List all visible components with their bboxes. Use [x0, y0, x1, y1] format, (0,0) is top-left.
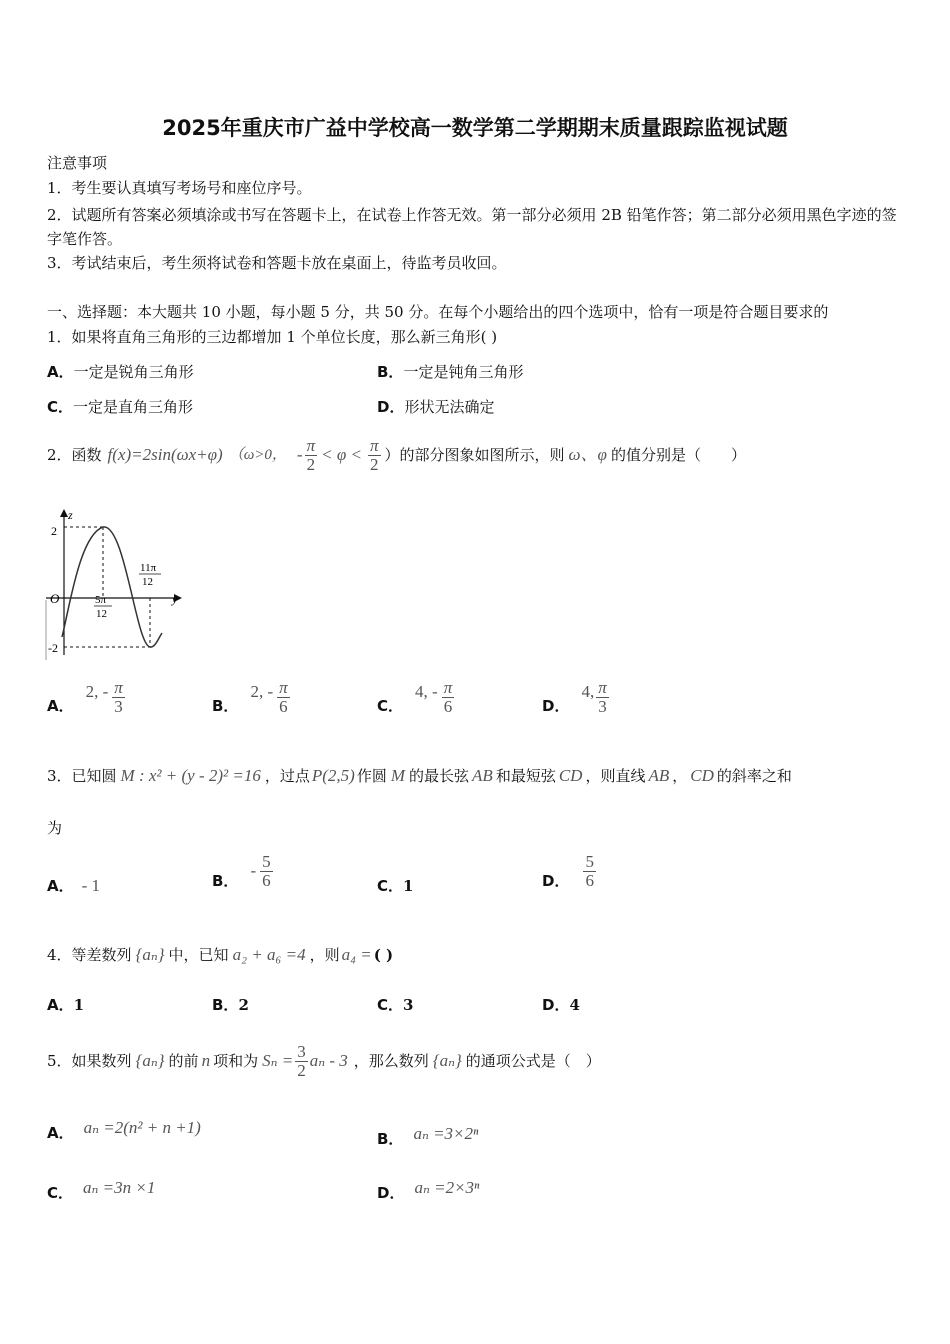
graph-ymax-label: 2 [51, 524, 57, 538]
q2-option-b[interactable]: B． 2, - $\frac{\pi}{6}$ [212, 677, 288, 716]
graph-axis-z-label: z [68, 508, 73, 522]
q4-option-a[interactable]: A．1 [47, 996, 85, 1014]
q5-option-d[interactable]: D． aₙ =2×3ⁿ [377, 1177, 480, 1202]
notice-item-1: 1．考生要认真填写考场号和座位序号。 [47, 179, 312, 197]
q5-option-c[interactable]: C． aₙ =3n ×1 [47, 1177, 156, 1202]
q4-option-b[interactable]: B．2 [212, 996, 249, 1014]
q5-option-b[interactable]: B． aₙ =3×2ⁿ [377, 1123, 479, 1148]
q5-stem: 5．如果数列 {aₙ} 的前 n 项和为 Sₙ = $\frac{3}{2}$ aₙ - 3 ，那么数列 {aₙ} 的通项公式是（ ） [47, 1041, 601, 1080]
section-heading: 一、选择题：本大题共 10 小题，每小题 5 分，共 50 分。在每个小题给出的四个选项中，恰有一项是符合题目要求的 [47, 303, 829, 321]
graph-origin-label: O [50, 591, 60, 606]
q1-stem: 1．如果将直角三角形的三边都增加 1 个单位长度，那么新三角形( ) [47, 328, 498, 346]
q4-option-d[interactable]: D．4 [542, 996, 580, 1014]
notice-heading: 注意事项 [47, 154, 108, 172]
q4-stem: 4．等差数列 {aₙ} 中，已知 a₂ + a₆ =4 ，则 a₄ = ( ) [47, 945, 394, 964]
graph-tick2-num: 11π [140, 562, 157, 574]
q3-option-a[interactable]: A． - 1 [47, 876, 101, 895]
graph-tick1-num: 5π [95, 594, 107, 606]
q2-stem: 2．函数 f(x)=2sin(ωx+φ) （ω>0， - $\frac{\pi}{2}$ < φ < $\frac{\pi}{2}$ ）的部分图象如图所示，则 ω、φ 的值分别是（ ） [47, 435, 746, 474]
q3-stem-cont: 为 [47, 819, 63, 837]
q1-option-c[interactable]: C．一定是直角三角形 [47, 398, 194, 416]
q1-option-b[interactable]: B．一定是钝角三角形 [377, 363, 524, 381]
graph-tick1-den: 12 [96, 608, 107, 620]
page-title: 2025年重庆市广益中学校高一数学第二学期期末质量跟踪监视试题 [162, 116, 788, 140]
q2-option-c[interactable]: C． 4, - $\frac{\pi}{6}$ [377, 677, 453, 716]
q2-option-d[interactable]: D． 4, $\frac{\pi}{3}$ [542, 677, 607, 716]
graph-tick2-den: 12 [142, 576, 153, 588]
notice-item-3: 3．考试结束后，考生须将试卷和答题卡放在桌面上，待监考员收回。 [47, 254, 507, 272]
q3-stem: 3．已知圆 M : x² + (y - 2)² =16 ，过点 P(2,5) 作圆 M 的最长弦 AB 和最短弦 CD ，则直线 AB ， CD 的斜率之和 [47, 766, 792, 785]
q1-option-d[interactable]: D．形状无法确定 [377, 398, 495, 416]
q1-option-a[interactable]: A．一定是锐角三角形 [47, 363, 194, 381]
q2-sine-graph [40, 505, 190, 665]
q3-option-d[interactable]: D． $\frac{5}{6}$ [542, 851, 594, 890]
q3-option-b[interactable]: B． - $\frac{5}{6}$ [212, 851, 271, 890]
graph-axis-y-label: y [172, 592, 178, 606]
q4-option-c[interactable]: C．3 [377, 996, 414, 1014]
notice-item-2: 2．试题所有答案必须填涂或书写在答题卡上，在试卷上作答无效。第一部分必须用 2B 铅笔作答；第二部分必须用黑色字迹的签字笔作答。 [47, 206, 897, 248]
q3-option-c[interactable]: C．1 [377, 877, 414, 895]
q5-option-a[interactable]: A． aₙ =2(n² + n +1) [47, 1117, 201, 1142]
graph-ymin-label: -2 [48, 641, 58, 655]
q2-option-a[interactable]: A． 2, - $\frac{\pi}{3}$ [47, 677, 123, 716]
